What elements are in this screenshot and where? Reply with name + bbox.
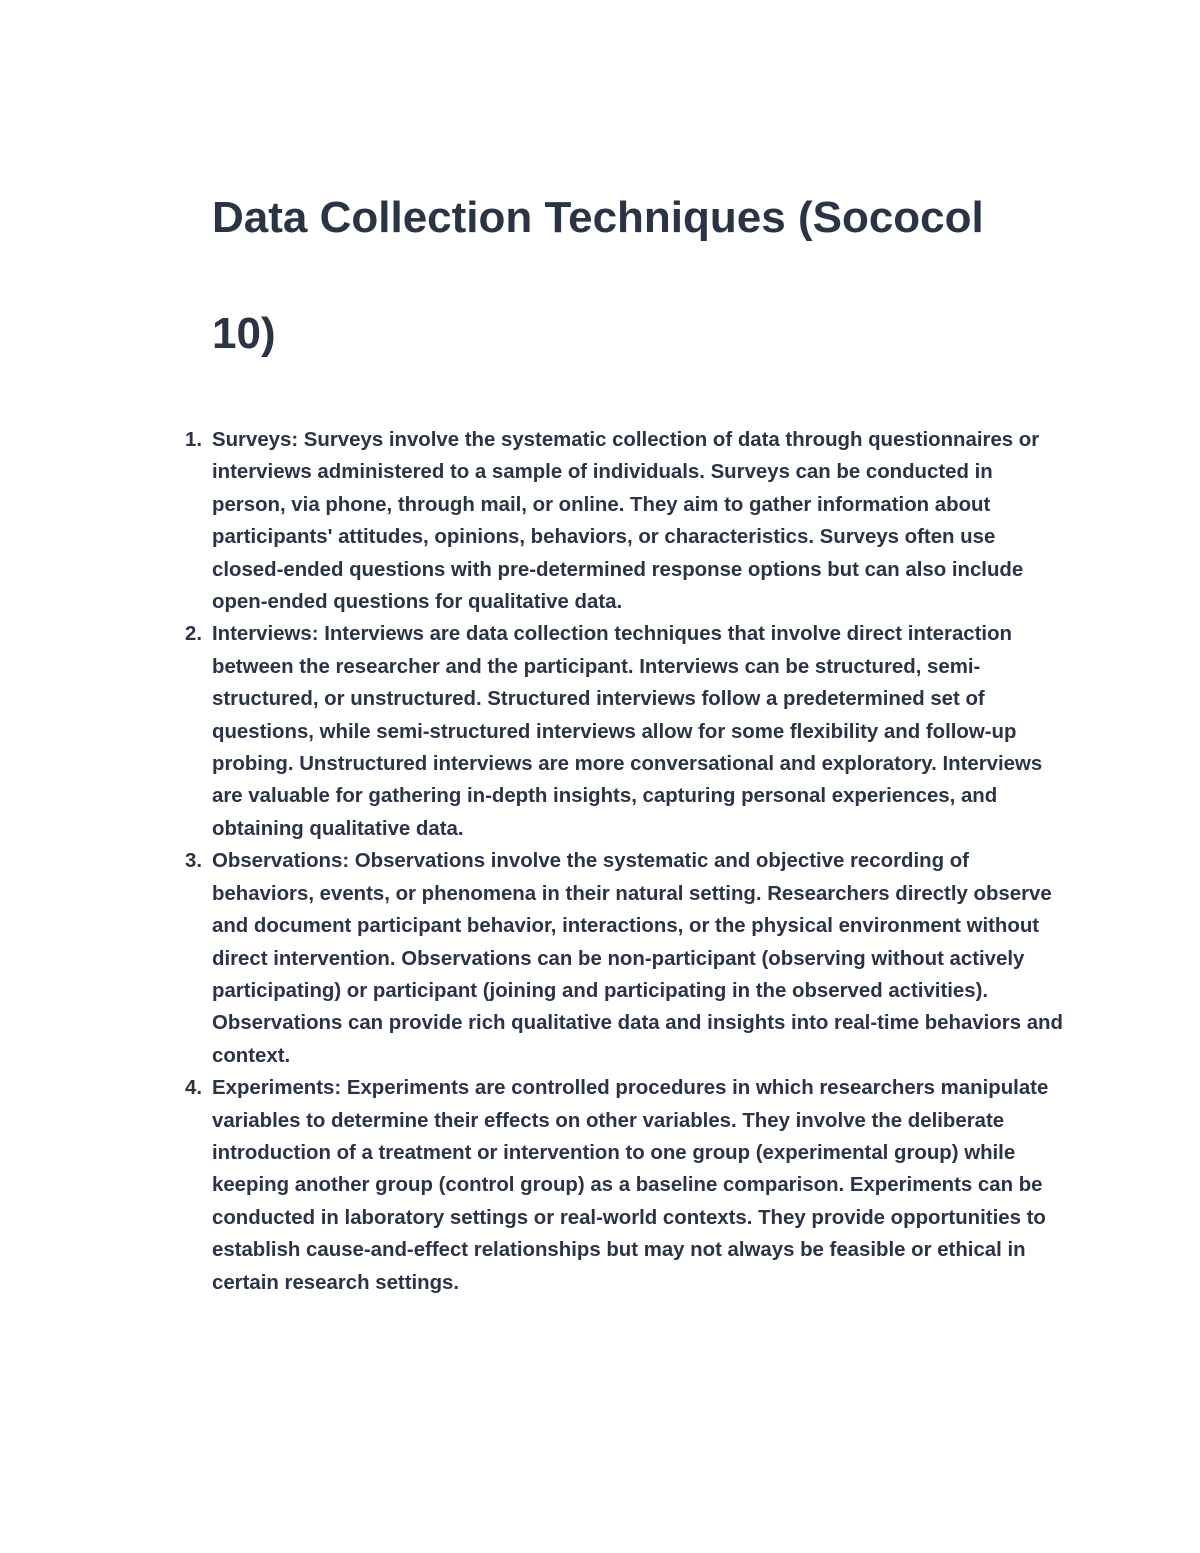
list-item-surveys	[184, 424, 1072, 618]
list-item-experiments	[184, 1072, 1072, 1299]
list-item-observations	[184, 845, 1072, 1072]
list-item-number: 4.	[184, 1077, 202, 1100]
list-item-interviews	[184, 618, 1072, 845]
list-item-text: Observations: Observations involve the systematic and objective recording of behaviors, events, or phenomena in their natural setting. Researchers directly observe and document participant behavior, interactions, or the physical environment without direct intervention. Observations can be non-participant (observing without actively participating) or participant (joining and participating in the observed activities). Observations can provide rich qualitative data and insights into real-time behaviors and context.	[212, 850, 1063, 1067]
technique-list	[184, 424, 1072, 1299]
list-item-number: 2.	[184, 623, 202, 646]
list-item-number: 3.	[184, 850, 202, 873]
list-item-text: Surveys: Surveys involve the systematic collection of data through questionnaires or interviews administered to a sample of individuals. Surveys can be conducted in person, via phone, through mail, or online. They aim to gather information about participants' attitudes, opinions, behaviors, or characteristics. Surveys often use closed-ended questions with pre-determined response options but can also include open-ended questions for qualitative data.	[212, 429, 1040, 614]
list-item-text: Interviews: Interviews are data collection techniques that involve direct interaction between the researcher and the participant. Interviews can be structured, semi-structured, or unstructured. Structured interviews follow a predetermined set of questions, while semi-structured interviews allow for some flexibility and follow-up probing. Unstructured interviews are more conversational and exploratory. Interviews are valuable for gathering in-depth insights, capturing personal experiences, and obtaining qualitative data.	[212, 623, 1043, 840]
document-title: Data Collection Techniques (Sococol 10)	[212, 193, 984, 358]
list-item-text: Experiments: Experiments are controlled procedures in which researchers manipulate variables to determine their effects on other variables. They involve the deliberate introduction of a treatment or intervention to one group (experimental group) while keeping another group (control group) as a baseline comparison. Experiments can be conducted in laboratory settings or real-world contexts. They provide opportunities to establish cause-and-effect relationships but may not always be feasible or ethical in certain research settings.	[212, 1077, 1049, 1294]
list-item-number: 1.	[184, 429, 202, 451]
